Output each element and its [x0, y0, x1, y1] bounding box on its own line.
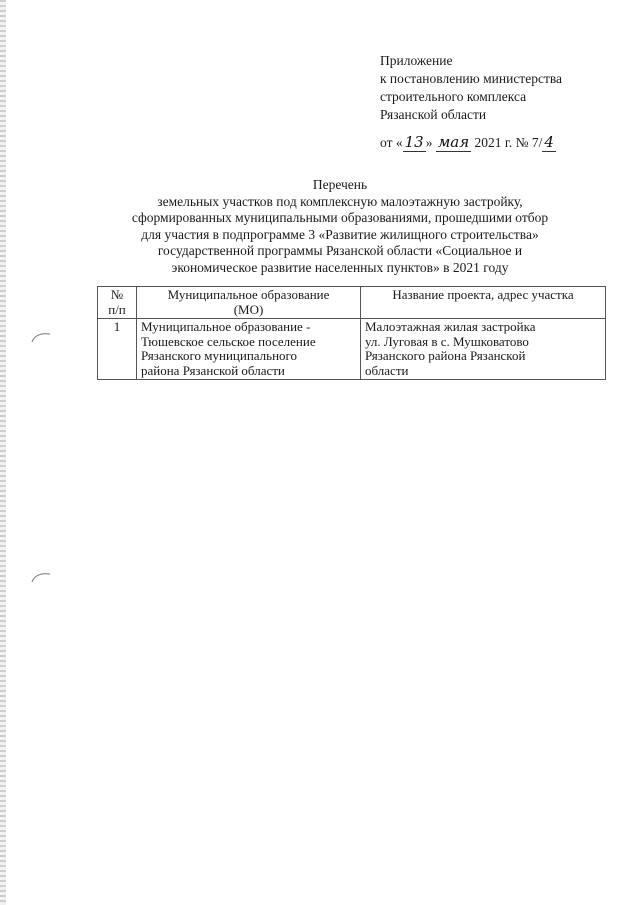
- date-year: 2021 г. № 7/: [471, 135, 543, 150]
- header-text: Название проекта, адрес участка: [392, 287, 574, 302]
- appendix-line: Приложение: [380, 53, 453, 68]
- heading-line: для участия в подпрограмме 3 «Развитие жилищного строительства»: [141, 226, 539, 242]
- punch-hole-mark-bottom: [30, 570, 52, 584]
- scan-edge: [0, 0, 6, 905]
- header-text: п/п: [108, 301, 126, 317]
- punch-hole-mark-top: [30, 330, 52, 344]
- heading-line: земельных участков под комплексную малоэтажную застройку,: [157, 193, 523, 209]
- cell-number: 1: [98, 319, 137, 380]
- column-header-project: [361, 287, 606, 319]
- cell-line: области: [365, 362, 409, 378]
- document-heading: [80, 177, 600, 276]
- appendix-line: Рязанской области: [380, 107, 487, 122]
- cell-line: района Рязанской области: [141, 362, 285, 378]
- cell-line: Муниципальное образование -: [141, 319, 311, 334]
- appendix-block: [380, 52, 620, 152]
- date-mid: »: [425, 135, 436, 150]
- column-header-municipality: [137, 287, 361, 319]
- cell-line: Тюшевское сельское поселение: [141, 333, 316, 349]
- date-day-handwritten: 13: [404, 133, 424, 151]
- cell-line: Рязанского муниципального: [141, 348, 298, 363]
- resolution-number-handwritten: 4: [544, 133, 554, 151]
- cell-project: [361, 319, 606, 380]
- land-plots-table: [97, 286, 606, 380]
- column-header-number: [98, 287, 137, 319]
- heading-title: Перечень: [312, 177, 368, 192]
- heading-line: государственной программы Рязанской области «Социальное и: [157, 243, 523, 258]
- cell-municipality: [137, 319, 361, 380]
- appendix-line: к постановлению министерства: [380, 71, 563, 86]
- date-month-handwritten: мая: [437, 133, 470, 151]
- header-text: (МО): [233, 301, 264, 317]
- header-text: №: [110, 287, 124, 302]
- table-row: [98, 319, 606, 380]
- cell-line: Рязанского района Рязанской: [365, 348, 526, 363]
- heading-line: экономическое развитие населенных пунктов» в 2021 году: [171, 259, 509, 275]
- cell-line: ул. Луговая в с. Мушковатово: [365, 333, 529, 349]
- date-prefix: от «: [380, 135, 403, 150]
- appendix-line: строительного комплекса: [380, 89, 527, 104]
- heading-line: сформированных муниципальными образованиями, прошедшими отбор: [131, 210, 549, 225]
- table-header-row: [98, 287, 606, 319]
- resolution-date-line: [380, 133, 620, 152]
- header-text: Муниципальное образование: [167, 287, 330, 302]
- cell-line: Малоэтажная жилая застройка: [365, 319, 536, 334]
